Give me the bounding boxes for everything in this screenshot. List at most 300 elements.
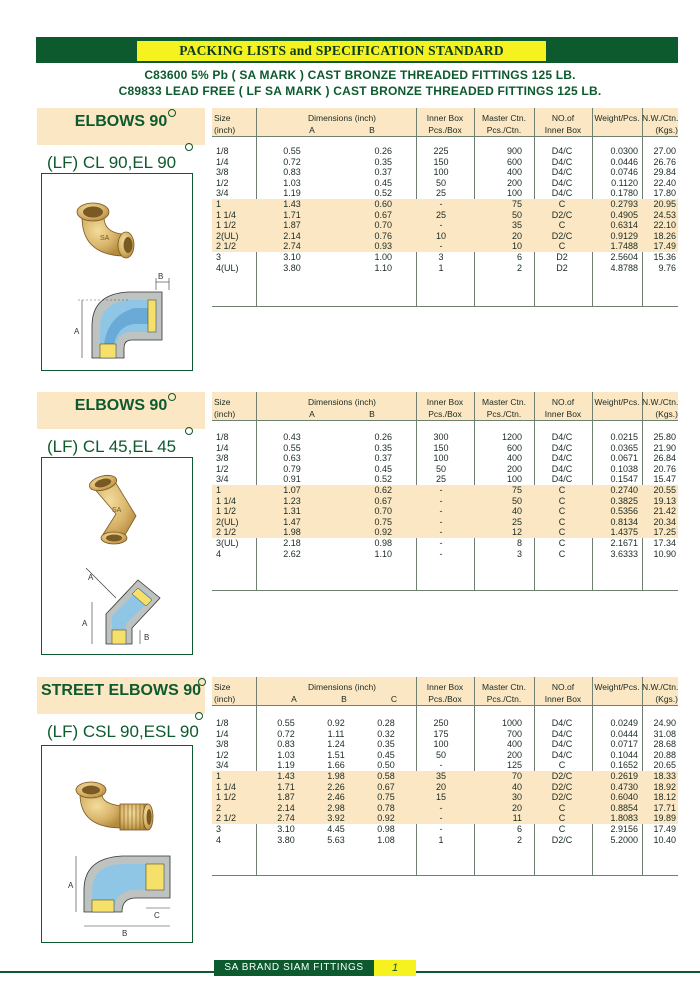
- table-cell: 0.0249: [610, 718, 638, 728]
- table-cell: 0.1780: [610, 188, 638, 199]
- cross-section-drawing: [52, 842, 186, 938]
- table-cell: 20: [511, 802, 522, 813]
- table-cell: -: [439, 485, 443, 495]
- table-cell: 1 1/2: [216, 220, 237, 231]
- col-master-ctn-unit: Pcs./Ctn.: [486, 694, 522, 704]
- table-cell: 300: [433, 432, 449, 442]
- table-cell: C: [558, 548, 566, 559]
- table-cell: 2(UL): [216, 230, 239, 241]
- table-cell: 1.87: [277, 792, 295, 803]
- table-cell: 3.80: [283, 262, 301, 273]
- svg-text:A: A: [82, 619, 88, 628]
- table-cell: D2: [556, 252, 568, 262]
- table-cell: 3/8: [216, 453, 229, 464]
- section-title: STREET ELBOWS 90: [40, 682, 202, 699]
- table-cell: D2: [556, 262, 568, 273]
- table-cell: 1 1/2: [216, 792, 237, 803]
- table-cell: 1.87: [283, 220, 301, 231]
- table-cell: C: [558, 760, 566, 771]
- table-cell: 175: [433, 728, 449, 739]
- table-header-rule: [212, 420, 678, 421]
- table-cell: 1.23: [283, 495, 301, 506]
- table-cell: 600: [506, 442, 522, 453]
- table-cell: 1.98: [327, 771, 345, 781]
- table-cell: 0.9129: [610, 230, 638, 241]
- table-cell: 1/8: [216, 718, 229, 728]
- table-cell: 0.92: [327, 718, 345, 728]
- table-cell: D4/C: [551, 442, 573, 453]
- svg-text:C: C: [154, 911, 160, 920]
- page-title: PACKING LISTS and SPECIFICATION STANDARD: [137, 41, 546, 61]
- table-cell: 17.71: [653, 802, 676, 813]
- table-cell: 0.91: [283, 474, 301, 485]
- table-cell: 0.72: [283, 156, 301, 167]
- col-no-of-unit: Inner Box: [544, 409, 582, 419]
- table-cell: C: [558, 241, 566, 252]
- table-cell: 0.98: [374, 538, 392, 548]
- table-cell: 40: [511, 781, 522, 792]
- table-cell: 25: [511, 516, 522, 527]
- table-cell: 0.75: [377, 792, 395, 803]
- col-nw-unit: (Kgs.): [655, 125, 678, 135]
- table-cell: 20.34: [653, 516, 676, 527]
- table-cell: 25.80: [653, 432, 676, 442]
- table-cell: 2.74: [283, 241, 301, 252]
- table-cell: 50: [435, 463, 446, 474]
- table-cell: 0.2619: [610, 771, 638, 781]
- table-cell: 3: [216, 252, 222, 262]
- col-no-of-header: NO.of: [551, 397, 575, 407]
- table-cell: -: [439, 824, 443, 834]
- col-nw-unit: (Kgs.): [655, 694, 678, 704]
- table-cell: 700: [506, 728, 522, 739]
- table-cell: 29.84: [653, 167, 676, 178]
- table-cell: 3.92: [327, 813, 345, 824]
- table-cell: 18.33: [653, 771, 676, 781]
- table-cell: 0.32: [377, 728, 395, 739]
- col-inner-box-header: Inner Box: [426, 113, 464, 123]
- table-cell: 18.92: [653, 781, 676, 792]
- table-cell: 0.0671: [610, 453, 638, 464]
- table-cell: 19.13: [653, 495, 676, 506]
- table-cell: D2/C: [551, 771, 573, 781]
- table-cell: 22.10: [653, 220, 676, 231]
- table-cell: 10: [511, 241, 522, 252]
- col-a-header: A: [309, 125, 315, 135]
- table-cell: 3/4: [216, 474, 229, 485]
- degree-icon: [195, 712, 203, 720]
- col-master-ctn-header: Master Ctn.: [482, 397, 526, 407]
- table-cell: 1/2: [216, 177, 229, 188]
- table-cell: D2/C: [551, 781, 573, 792]
- table-cell: 400: [506, 453, 522, 464]
- degree-icon: [185, 427, 193, 435]
- table-cell: 1.43: [283, 199, 301, 209]
- table-cell: 2.14: [277, 802, 295, 813]
- table-cell: -: [439, 802, 443, 813]
- table-cell: 20: [511, 230, 522, 241]
- table-cell: 1.47: [283, 516, 301, 527]
- table-cell: 0.78: [377, 802, 395, 813]
- table-cell: C: [558, 506, 566, 517]
- table-cell: D4/C: [551, 749, 573, 760]
- table-cell: 0.55: [277, 718, 295, 728]
- col-c-header: C: [390, 694, 398, 704]
- table-cell: 0.4730: [610, 781, 638, 792]
- col-nw-header: N.W./Ctn.: [642, 113, 679, 123]
- section-title: ELBOWS 90: [74, 113, 168, 130]
- fitting-photo: [62, 466, 172, 546]
- table-cell: 1: [216, 199, 222, 209]
- table-cell: D2/C: [551, 209, 573, 220]
- col-b-header: B: [369, 125, 375, 135]
- table-cell: 400: [506, 739, 522, 750]
- col-master-ctn-header: Master Ctn.: [482, 682, 526, 692]
- table-cell: 600: [506, 156, 522, 167]
- footer-brand: SA BRAND SIAM FITTINGS: [214, 960, 374, 976]
- table-cell: 8: [516, 538, 522, 548]
- table-cell: 900: [506, 146, 522, 156]
- table-cell: 20.95: [653, 199, 676, 209]
- cross-section-drawing: [52, 270, 186, 366]
- table-cell: 0.67: [377, 781, 395, 792]
- degree-icon: [198, 678, 206, 686]
- table-cell: 18.26: [653, 230, 676, 241]
- table-cell: 0.37: [374, 167, 392, 178]
- table-cell: 21.42: [653, 506, 676, 517]
- fitting-photo: [62, 754, 172, 834]
- table-cell: -: [439, 220, 443, 231]
- table-cell: C: [558, 538, 566, 548]
- table-cell: 0.6040: [610, 792, 638, 803]
- col-inner-box-header: Inner Box: [426, 682, 464, 692]
- table-cell: 1/4: [216, 442, 229, 453]
- table-cell: C: [558, 516, 566, 527]
- table-cell: D4/C: [551, 718, 573, 728]
- table-cell: 2.9156: [610, 824, 638, 834]
- svg-text:A: A: [88, 573, 94, 582]
- spec-line-c89833: C89833 LEAD FREE ( LF SA MARK ) CAST BRONZE THREADED FITTINGS 125 LB.: [118, 84, 602, 98]
- col-size-header: Size: [214, 113, 231, 123]
- table-cell: 1.8083: [610, 813, 638, 824]
- table-cell: 1.03: [283, 177, 301, 188]
- table-cell: 0.98: [377, 824, 395, 834]
- table-bottom-rule: [212, 875, 678, 876]
- table-cell: 0.1038: [610, 463, 638, 474]
- col-inner-box-unit: Pcs./Box: [428, 694, 462, 704]
- table-cell: 0.43: [283, 432, 301, 442]
- table-cell: 0.79: [283, 463, 301, 474]
- table-cell: 0.37: [374, 453, 392, 464]
- table-cell: 0.0300: [610, 146, 638, 156]
- table-cell: 3/4: [216, 188, 229, 199]
- table-cell: 0.58: [377, 771, 395, 781]
- table-cell: 4(UL): [216, 262, 239, 273]
- table-cell: -: [439, 760, 443, 771]
- table-bottom-rule: [212, 590, 678, 591]
- table-cell: 0.45: [377, 749, 395, 760]
- section-subtitle: (LF) CSL 90,ESL 90: [47, 722, 199, 741]
- table-cell: 2(UL): [216, 516, 239, 527]
- table-cell: 20.65: [653, 760, 676, 771]
- table-cell: 1.71: [277, 781, 295, 792]
- table-cell: 50: [435, 749, 446, 760]
- table-cell: 2.74: [277, 813, 295, 824]
- col-weight-header: Weight/Pcs.: [594, 113, 640, 123]
- table-cell: 75: [511, 485, 522, 495]
- table-cell: 3.6333: [610, 548, 638, 559]
- table-cell: 0.1652: [610, 760, 638, 771]
- col-size-unit: (inch): [214, 694, 236, 704]
- col-no-of-unit: Inner Box: [544, 125, 582, 135]
- table-cell: 1000: [501, 718, 522, 728]
- col-no-of-unit: Inner Box: [544, 694, 582, 704]
- table-cell: 0.63: [283, 453, 301, 464]
- section-title: ELBOWS 90: [74, 397, 168, 414]
- table-cell: 0.35: [374, 156, 392, 167]
- table-cell: 0.45: [374, 177, 392, 188]
- table-cell: 9.76: [658, 262, 676, 273]
- svg-text:B: B: [122, 929, 128, 938]
- table-cell: 0.55: [283, 146, 301, 156]
- table-cell: 0.0365: [610, 442, 638, 453]
- table-cell: 0.26: [374, 432, 392, 442]
- table-cell: C: [558, 824, 566, 834]
- table-cell: 35: [435, 771, 446, 781]
- table-cell: 0.62: [374, 485, 392, 495]
- table-cell: 3(UL): [216, 538, 239, 548]
- table-cell: 2: [516, 834, 522, 845]
- table-cell: 0.1044: [610, 749, 638, 760]
- table-cell: 40: [511, 506, 522, 517]
- table-cell: -: [439, 813, 443, 824]
- table-cell: -: [439, 199, 443, 209]
- table-cell: D2/C: [551, 792, 573, 803]
- table-cell: 6: [516, 252, 522, 262]
- table-cell: 1/4: [216, 728, 229, 739]
- table-cell: 1: [216, 485, 222, 495]
- table-cell: 24.90: [653, 718, 676, 728]
- table-cell: 2.5604: [610, 252, 638, 262]
- table-cell: -: [439, 495, 443, 506]
- table-cell: C: [558, 199, 566, 209]
- table-cell: 125: [506, 760, 522, 771]
- table-cell: 3/8: [216, 739, 229, 750]
- col-nw-header: N.W./Ctn.: [642, 397, 679, 407]
- table-cell: 50: [435, 177, 446, 188]
- table-cell: 35: [511, 220, 522, 231]
- table-cell: 17.34: [653, 538, 676, 548]
- section-1: [37, 108, 678, 368]
- table-cell: 2.98: [327, 802, 345, 813]
- table-cell: 0.0446: [610, 156, 638, 167]
- fitting-photo: [62, 182, 172, 262]
- col-weight-header: Weight/Pcs.: [594, 397, 640, 407]
- table-cell: 1.31: [283, 506, 301, 517]
- table-cell: 150: [433, 442, 449, 453]
- table-cell: -: [439, 548, 443, 559]
- table-cell: 3: [516, 548, 522, 559]
- table-cell: 1.19: [283, 188, 301, 199]
- table-cell: 2.14: [283, 230, 301, 241]
- section-subtitle: (LF) CL 90,EL 90: [47, 153, 177, 172]
- table-cell: 30: [511, 792, 522, 803]
- table-cell: 100: [433, 739, 449, 750]
- table-cell: C: [558, 485, 566, 495]
- table-cell: 0.28: [377, 718, 395, 728]
- table-cell: 26.84: [653, 453, 676, 464]
- table-cell: 0.70: [374, 220, 392, 231]
- table-cell: 0.70: [374, 506, 392, 517]
- table-cell: 3: [438, 252, 444, 262]
- svg-text:SA: SA: [100, 235, 110, 242]
- section-3: [37, 677, 678, 937]
- table-cell: 0.67: [374, 209, 392, 220]
- table-cell: 1.19: [277, 760, 295, 771]
- col-size-header: Size: [214, 397, 231, 407]
- svg-text:B: B: [158, 272, 164, 281]
- table-cell: 0.52: [374, 188, 392, 199]
- table-cell: D4/C: [551, 474, 573, 485]
- table-cell: 25: [435, 188, 446, 199]
- table-cell: 0.92: [374, 527, 392, 538]
- table-cell: C: [558, 813, 566, 824]
- table-cell: 70: [511, 771, 522, 781]
- table-cell: 17.49: [653, 824, 676, 834]
- table-cell: C: [558, 495, 566, 506]
- table-cell: -: [439, 516, 443, 527]
- col-no-of-header: NO.of: [551, 682, 575, 692]
- table-cell: 17.25: [653, 527, 676, 538]
- table-cell: 17.80: [653, 188, 676, 199]
- table-cell: 2 1/2: [216, 813, 237, 824]
- col-inner-box-header: Inner Box: [426, 397, 464, 407]
- degree-icon: [185, 143, 193, 151]
- table-cell: 1.4375: [610, 527, 638, 538]
- table-cell: 2.26: [327, 781, 345, 792]
- table-cell: 24.53: [653, 209, 676, 220]
- table-cell: 150: [433, 156, 449, 167]
- col-inner-box-unit: Pcs./Box: [428, 125, 462, 135]
- table-cell: 1.07: [283, 485, 301, 495]
- svg-text:SA: SA: [112, 507, 122, 514]
- table-cell: 15: [435, 792, 446, 803]
- table-cell: D4/C: [551, 432, 573, 442]
- page-number: 1: [374, 960, 416, 976]
- table-cell: 1.43: [277, 771, 295, 781]
- table-cell: 100: [506, 474, 522, 485]
- table-cell: 100: [433, 167, 449, 178]
- table-cell: 0.2740: [610, 485, 638, 495]
- table-cell: 1/4: [216, 156, 229, 167]
- table-cell: 21.90: [653, 442, 676, 453]
- table-cell: 0.67: [374, 495, 392, 506]
- table-cell: D4/C: [551, 453, 573, 464]
- table-header-rule: [212, 136, 678, 137]
- table-cell: 225: [433, 146, 449, 156]
- table-cell: 0.4905: [610, 209, 638, 220]
- table-cell: 2 1/2: [216, 241, 237, 252]
- table-cell: 15.47: [653, 474, 676, 485]
- svg-text:B: B: [144, 633, 150, 642]
- table-cell: 15.36: [653, 252, 676, 262]
- fitting-image-box: [41, 457, 193, 655]
- table-cell: -: [439, 506, 443, 517]
- table-cell: 200: [506, 463, 522, 474]
- table-cell: D4/C: [551, 739, 573, 750]
- table-cell: 4.45: [327, 824, 345, 834]
- table-cell: 10.40: [653, 834, 676, 845]
- table-cell: 3.80: [277, 834, 295, 845]
- table-cell: 1.24: [327, 739, 345, 750]
- table-cell: 250: [433, 718, 449, 728]
- table-cell: 11: [512, 813, 522, 824]
- section-2: [37, 392, 678, 652]
- table-cell: 2 1/2: [216, 527, 237, 538]
- table-cell: 1.71: [283, 209, 301, 220]
- table-cell: -: [439, 241, 443, 252]
- col-nw-unit: (Kgs.): [655, 409, 678, 419]
- table-cell: 19.89: [653, 813, 676, 824]
- table-cell: 20.88: [653, 749, 676, 760]
- table-cell: 0.93: [374, 241, 392, 252]
- table-cell: 0.8854: [610, 802, 638, 813]
- table-cell: D4/C: [551, 188, 573, 199]
- table-cell: 0.92: [377, 813, 395, 824]
- table-cell: 31.08: [653, 728, 676, 739]
- table-cell: 1 1/4: [216, 781, 237, 792]
- table-cell: 400: [506, 167, 522, 178]
- table-cell: 25: [435, 474, 446, 485]
- table-cell: 4: [216, 834, 222, 845]
- table-cell: 27.00: [653, 146, 676, 156]
- col-size-unit: (inch): [214, 125, 236, 135]
- col-size-header: Size: [214, 682, 231, 692]
- table-cell: 0.3825: [610, 495, 638, 506]
- col-master-ctn-unit: Pcs./Ctn.: [486, 409, 522, 419]
- col-b-header: B: [369, 409, 375, 419]
- table-cell: D4/C: [551, 146, 573, 156]
- table-cell: 0.0215: [610, 432, 638, 442]
- table-cell: D4/C: [551, 156, 573, 167]
- col-inner-box-unit: Pcs./Box: [428, 409, 462, 419]
- table-cell: 0.35: [377, 739, 395, 750]
- table-cell: D4/C: [551, 177, 573, 188]
- table-cell: 3/8: [216, 167, 229, 178]
- table-cell: 4.8788: [610, 262, 638, 273]
- table-cell: 100: [433, 453, 449, 464]
- table-cell: 1: [438, 262, 444, 273]
- col-a-header: A: [309, 409, 315, 419]
- table-cell: 17.49: [653, 241, 676, 252]
- table-cell: 0.52: [374, 474, 392, 485]
- degree-icon: [168, 109, 176, 117]
- table-cell: 0.83: [277, 739, 295, 750]
- table-cell: D4/C: [551, 463, 573, 474]
- table-cell: 0.45: [374, 463, 392, 474]
- table-cell: 3.10: [277, 824, 295, 834]
- table-cell: 200: [506, 177, 522, 188]
- table-cell: C: [558, 220, 566, 231]
- table-cell: D4/C: [551, 167, 573, 178]
- table-cell: 0.50: [377, 760, 395, 771]
- table-header-rule: [212, 705, 678, 706]
- table-cell: 6: [516, 824, 522, 834]
- spec-table: [212, 677, 678, 877]
- table-cell: 1/2: [216, 749, 229, 760]
- table-cell: 1.10: [374, 548, 392, 559]
- table-cell: 0.5356: [610, 506, 638, 517]
